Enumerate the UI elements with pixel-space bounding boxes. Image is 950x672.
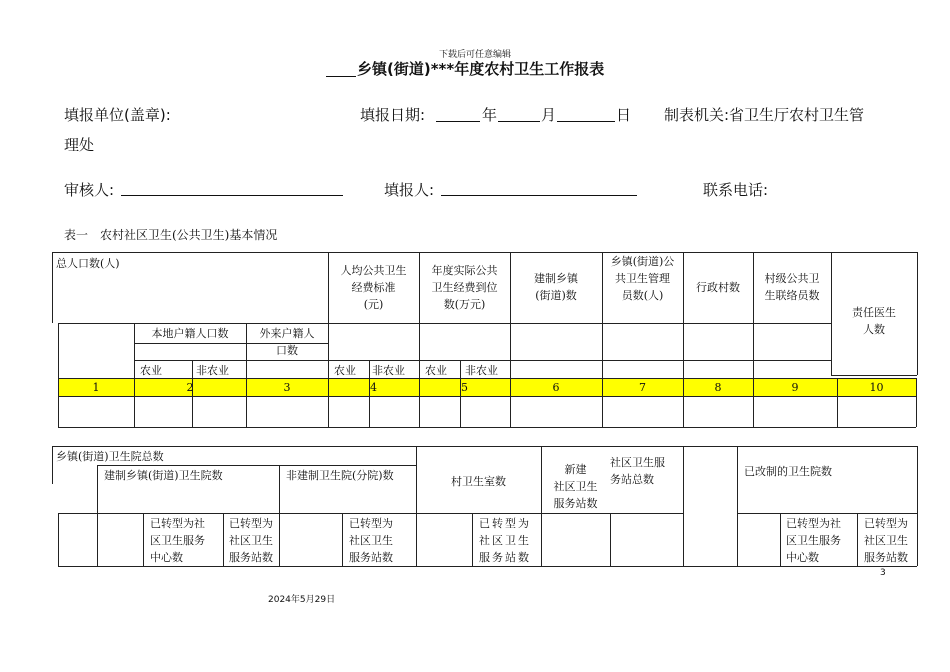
column-number: 10: [869, 381, 884, 394]
header-non-established-clinics: 非建制卫生院(分院)数: [286, 469, 394, 482]
header-town-count: 建制乡镇 (街道)数: [534, 272, 578, 302]
header-converted-center: 已转型为社 区卫生服务 中心数: [150, 517, 205, 564]
header-converted-station: 已转型为 社区卫生 服务站数: [479, 517, 531, 564]
month-blank[interactable]: [498, 121, 540, 122]
header-per-capita-standard: 人均公共卫生 经费标准 (元): [340, 264, 407, 311]
column-number: 1: [92, 381, 100, 394]
maker-label-continued: 理处: [64, 136, 95, 154]
header-outside-population: 外来户籍人 口数: [259, 327, 315, 357]
header-converted-station: 已转型为 社区卫生 服务站数: [864, 517, 908, 564]
header-total-population: 总人口数(人): [56, 257, 120, 270]
header-nonagri: 非农业: [372, 364, 405, 377]
column-number: 9: [791, 381, 799, 394]
header-agri: 农业: [425, 364, 447, 377]
header-nonagri: 非农业: [465, 364, 498, 377]
title-blank-underline: [326, 76, 356, 77]
fill-unit-label: 填报单位(盖章):: [64, 106, 171, 124]
header-agri: 农业: [334, 364, 356, 377]
header-agri: 农业: [140, 364, 162, 377]
day-label: 日: [616, 106, 632, 124]
fill-date-label: 填报日期:: [360, 106, 426, 124]
column-number: 2: [186, 381, 194, 394]
header-actual-funding: 年度实际公共 卫生经费到位 数(万元): [431, 264, 498, 311]
page-top-note: 下载后可任意编辑: [438, 50, 511, 60]
header-village-rooms: 村卫生室数: [451, 475, 506, 488]
page-title: 乡镇(街道)***年度农村卫生工作报表: [357, 60, 605, 78]
maker-label: 制表机关:省卫生厅农村卫生管: [664, 106, 865, 124]
header-new-stations: 新建 社区卫生 服务站数: [553, 463, 598, 510]
reviewer-blank[interactable]: [121, 195, 343, 196]
filler-label: 填报人:: [384, 181, 435, 199]
header-reformed-clinics: 已改制的卫生院数: [744, 465, 832, 478]
header-liaison-count: 村级公共卫 生联络员数: [764, 272, 820, 302]
header-established-clinics: 建制乡镇(街道)卫生院数: [104, 469, 223, 482]
header-nonagri: 非农业: [196, 364, 229, 377]
footer-date: 2024年5月29日: [268, 595, 336, 605]
header-local-population: 本地户籍人口数: [151, 327, 229, 340]
column-number: 4: [370, 381, 377, 394]
phone-label: 联系电话:: [703, 181, 769, 199]
column-number: 3: [283, 381, 291, 394]
reviewer-label: 审核人:: [64, 181, 115, 199]
header-converted-station: 已转型为 社区卫生 服务站数: [229, 517, 273, 564]
month-label: 月: [541, 106, 557, 124]
table1-caption: 表一 农村社区卫生(公共卫生)基本情况: [64, 228, 278, 242]
filler-blank[interactable]: [441, 195, 637, 196]
year-label: 年: [482, 106, 498, 124]
header-admin-villages: 行政村数: [696, 281, 740, 294]
header-station-total: 社区卫生服 务站总数: [610, 456, 665, 486]
column-number: 6: [552, 381, 560, 394]
year-blank[interactable]: [436, 121, 480, 122]
header-converted-center: 已转型为社 区卫生服务 中心数: [786, 517, 841, 564]
header-doctor-count: 责任医生 人数: [852, 306, 896, 336]
column-number: 7: [639, 381, 646, 394]
column-number: 5: [461, 381, 468, 394]
header-manager-count: 乡镇(街道)公 共卫生管理 员数(人): [610, 255, 675, 302]
header-clinic-total: 乡镇(街道)卫生院总数: [56, 450, 164, 463]
page-number: 3: [880, 568, 886, 578]
header-converted-station: 已转型为 社区卫生 服务站数: [349, 517, 393, 564]
day-blank[interactable]: [557, 121, 615, 122]
column-number: 8: [714, 381, 722, 394]
